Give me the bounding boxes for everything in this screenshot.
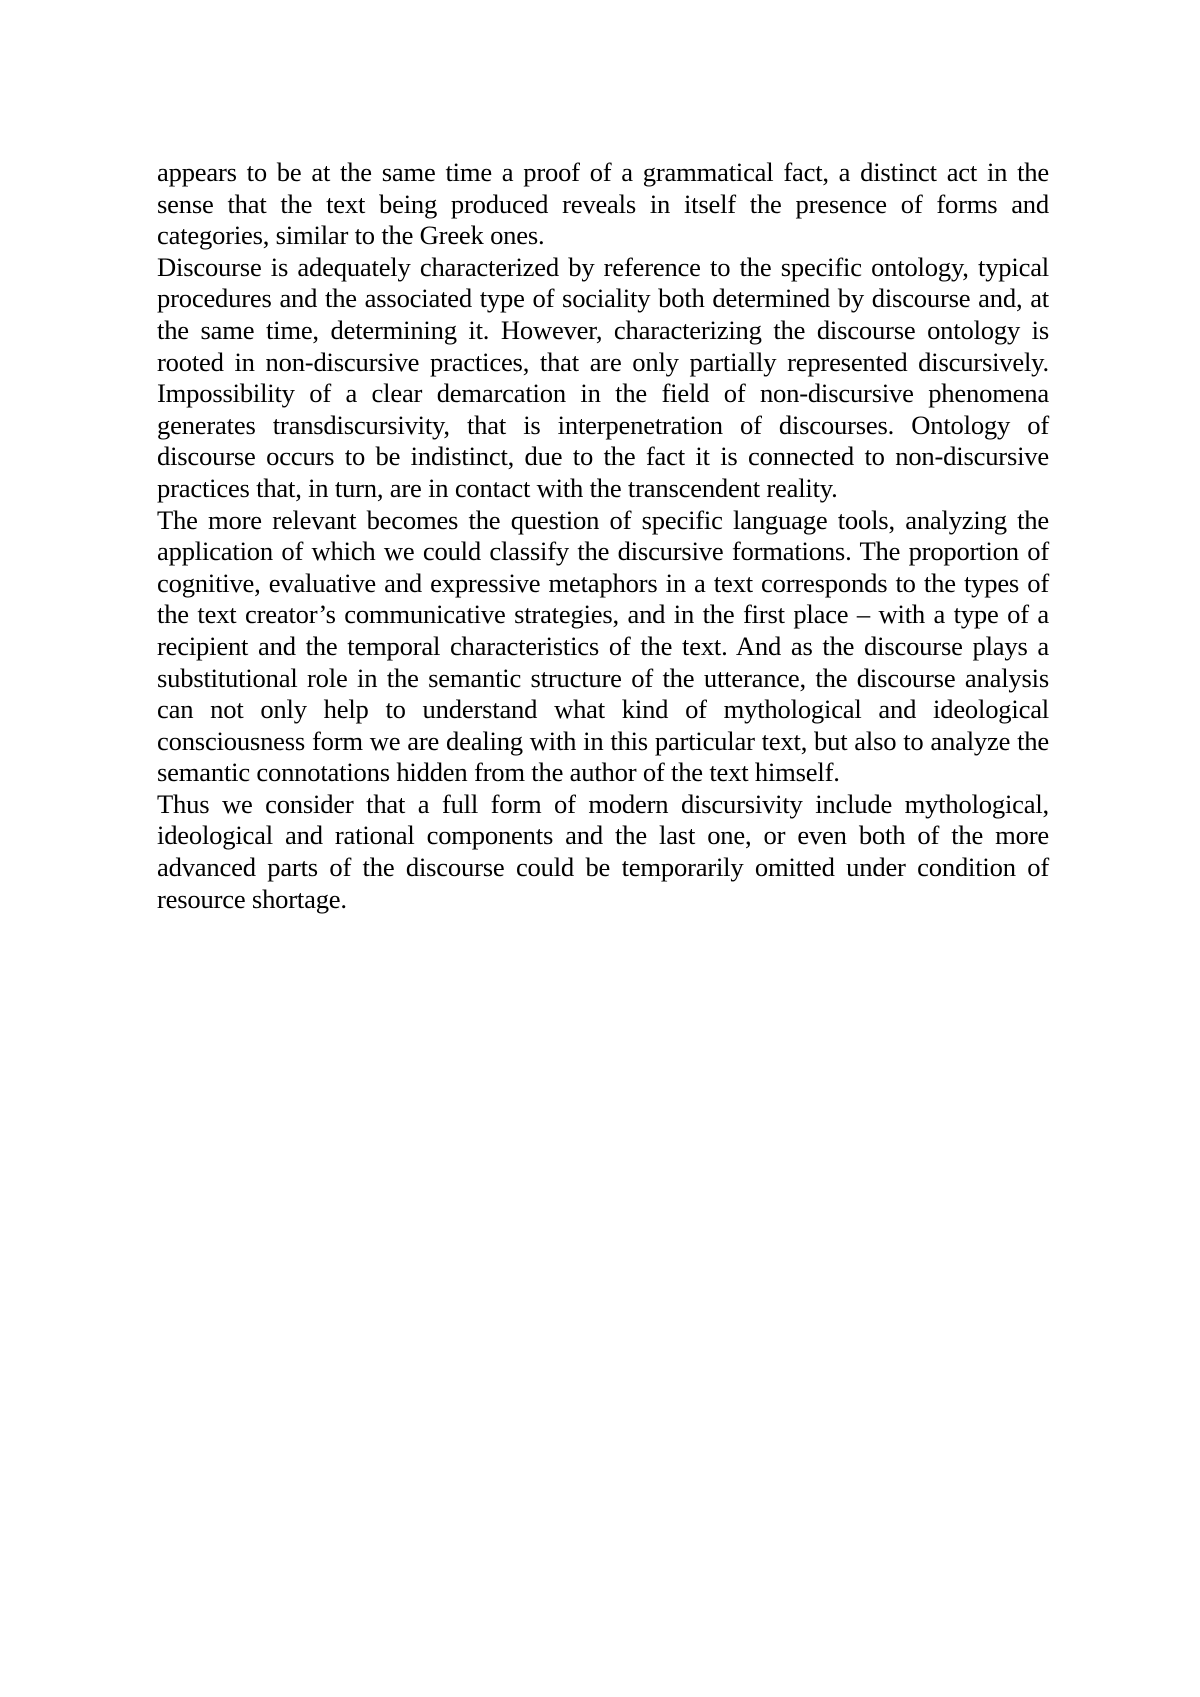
paragraph-4: Thus we consider that a full form of modern discursivity include mythological, ideological and rational components and the last one, or even both of the more advanced parts of the discourse could be temporarily omitted under condition of resource shortage. [157, 788, 1049, 914]
paragraph-2: Discourse is adequately characterized by reference to the specific ontology, typical procedures and the associated type of sociality both determined by discourse and, at the same time, determining it. However, characterizing the discourse ontology is rooted in non-discursive practices, that are only partially represented discursively. Impossibility of a clear demarcation in the field of non-discursive phenomena generates transdiscursivity, that is interpenetration of discourses. Ontology of discourse occurs to be indistinct, due to the fact it is connected to non-discursive practices that, in turn, are in contact with the transcendent reality. [157, 251, 1049, 503]
body-text [157, 157, 1049, 915]
paragraph-3: The more relevant becomes the question of specific language tools, analyzing the application of which we could classify the discursive formations. The proportion of cognitive, evaluative and expressive metaphors in a text corresponds to the types of the text creator’s communicative strategies, and in the first place – with a type of a recipient and the temporal characteristics of the text. And as the discourse plays a substitutional role in the semantic structure of the utterance, the discourse analysis can not only help to understand what kind of mythological and ideological consciousness form we are dealing with in this particular text, but also to analyze the semantic connotations hidden from the author of the text himself. [157, 504, 1049, 788]
paragraph-1: appears to be at the same time a proof of a grammatical fact, a distinct act in the sense that the text being produced reveals in itself the presence of forms and categories, similar to the Greek ones. [157, 157, 1049, 251]
